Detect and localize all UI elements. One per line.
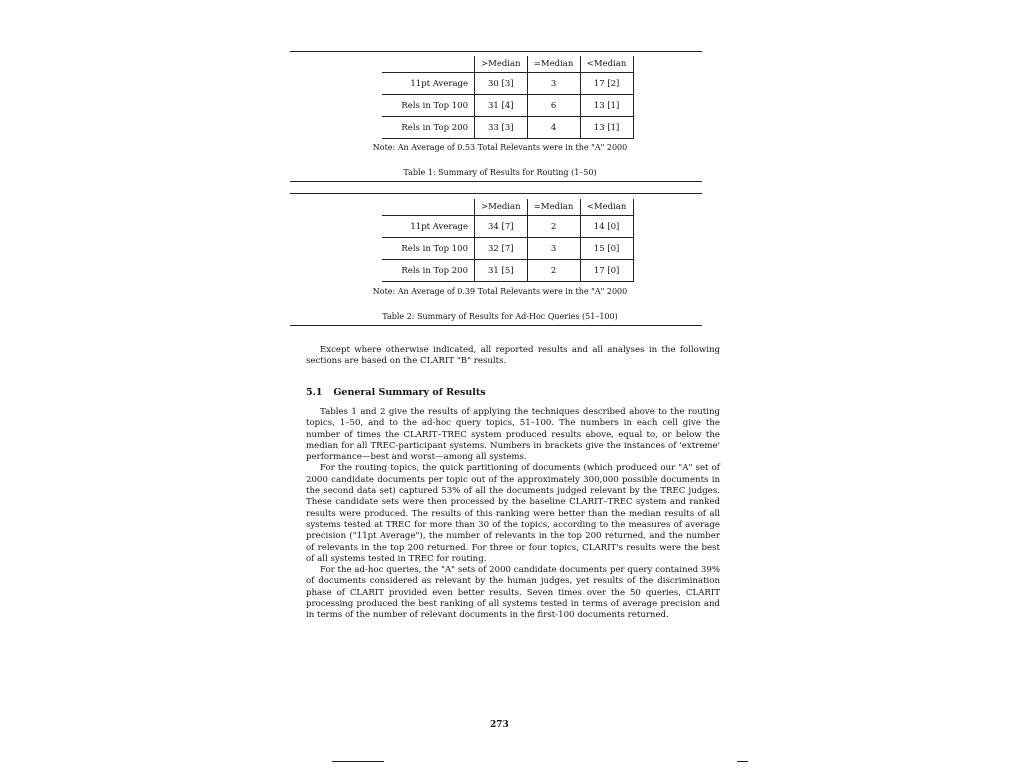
header-equal-median: =Median	[527, 199, 580, 216]
cell-above: 32 [7]	[475, 238, 528, 260]
table-header-row	[382, 56, 633, 73]
cell-above: 33 [3]	[475, 117, 528, 139]
row-label: 11pt Average	[382, 73, 475, 95]
cell-below: 17 [2]	[580, 73, 633, 95]
cell-below: 13 [1]	[580, 95, 633, 117]
cell-below: 17 [0]	[580, 260, 633, 282]
table-row	[382, 216, 633, 238]
footer-rule-right	[737, 761, 748, 762]
paragraph: For the routing topics, the quick partitioning of documents (which produced our "A" set of 2000 candidate documents per topic out of the approximately 300,000 possible documents in the second data set) captured 53% of all the documents judged relevant by the TREC judges. These candidate sets were then processed by the baseline CLARIT–TREC system and ranked results were produced. The results of this ranking were better than the median results of all systems tested at TREC for more than 30 of the topics, according to the measures of average precision ("11pt Average"), the number of relevants in the top 200 returned, and the number of relevants in the top 200 returned. For three or four topics, CLARIT's results were the best of all systems tested in TREC for routing.	[306, 463, 720, 564]
paragraph: For the ad-hoc queries, the "A" sets of 2000 candidate documents per query contained 39% of documents considered as relevant by the human judges, yet results of the discrimination phase of CLARIT provided even better results. Seven times over the 50 queries, CLARIT processing produced the best ranking of all systems tested in terms of average precision and in terms of the number of relevant documents in the first-100 documents returned.	[306, 565, 720, 621]
table-1	[382, 56, 634, 139]
cell-equal: 6	[527, 95, 580, 117]
table1-note: Note: An Average of 0.53 Total Relevants were in the "A" 2000	[372, 143, 628, 152]
header-equal-median: =Median	[527, 56, 580, 73]
table1-top-rule	[290, 51, 702, 52]
section-body	[306, 407, 720, 622]
table2-top-rule	[290, 193, 702, 194]
footer-rule-left	[332, 761, 384, 762]
section-heading	[306, 387, 486, 398]
row-label: Rels in Top 100	[382, 95, 475, 117]
table1-bottom-rule	[290, 181, 702, 182]
intro-paragraph	[306, 345, 720, 368]
cell-equal: 3	[527, 73, 580, 95]
cell-equal: 4	[527, 117, 580, 139]
header-empty	[382, 56, 475, 73]
header-above-median: >Median	[475, 199, 528, 216]
row-label: Rels in Top 200	[382, 117, 475, 139]
document-page	[290, 0, 720, 768]
row-label: Rels in Top 100	[382, 238, 475, 260]
cell-equal: 2	[527, 260, 580, 282]
table2-note: Note: An Average of 0.39 Total Relevants were in the "A" 2000	[372, 287, 628, 296]
table2-bottom-rule	[290, 325, 702, 326]
table-row	[382, 117, 633, 139]
cell-below: 14 [0]	[580, 216, 633, 238]
table2-caption: Table 2: Summary of Results for Ad-Hoc Queries (51–100)	[382, 312, 618, 321]
header-empty	[382, 199, 475, 216]
table1-caption: Table 1: Summary of Results for Routing (1–50)	[403, 168, 597, 177]
cell-below: 15 [0]	[580, 238, 633, 260]
table-header-row	[382, 199, 633, 216]
cell-above: 34 [7]	[475, 216, 528, 238]
section-number: 5.1	[306, 387, 323, 398]
cell-below: 13 [1]	[580, 117, 633, 139]
header-below-median: <Median	[580, 56, 633, 73]
header-below-median: <Median	[580, 199, 633, 216]
table-row	[382, 260, 633, 282]
header-above-median: >Median	[475, 56, 528, 73]
table-row	[382, 95, 633, 117]
intro-text: Except where otherwise indicated, all reported results and all analyses in the following sections are based on the CLARIT "B" results.	[306, 345, 720, 367]
row-label: Rels in Top 200	[382, 260, 475, 282]
paragraph: Tables 1 and 2 give the results of applying the techniques described above to the routing topics, 1–50, and to the ad-hoc query topics, 51–100. The numbers in each cell give the number of times the CLARIT–TREC system produced results above, equal to, or below the median for all TREC-participant systems. Numbers in brackets give the instances of 'extreme' performance—best and worst—among all systems.	[306, 407, 720, 463]
cell-equal: 3	[527, 238, 580, 260]
cell-above: 31 [5]	[475, 260, 528, 282]
section-title: General Summary of Results	[333, 387, 486, 398]
cell-equal: 2	[527, 216, 580, 238]
page-number: 273	[490, 720, 509, 730]
cell-above: 30 [3]	[475, 73, 528, 95]
row-label: 11pt Average	[382, 216, 475, 238]
table-2	[382, 199, 634, 282]
cell-above: 31 [4]	[475, 95, 528, 117]
table-row	[382, 73, 633, 95]
table-row	[382, 238, 633, 260]
